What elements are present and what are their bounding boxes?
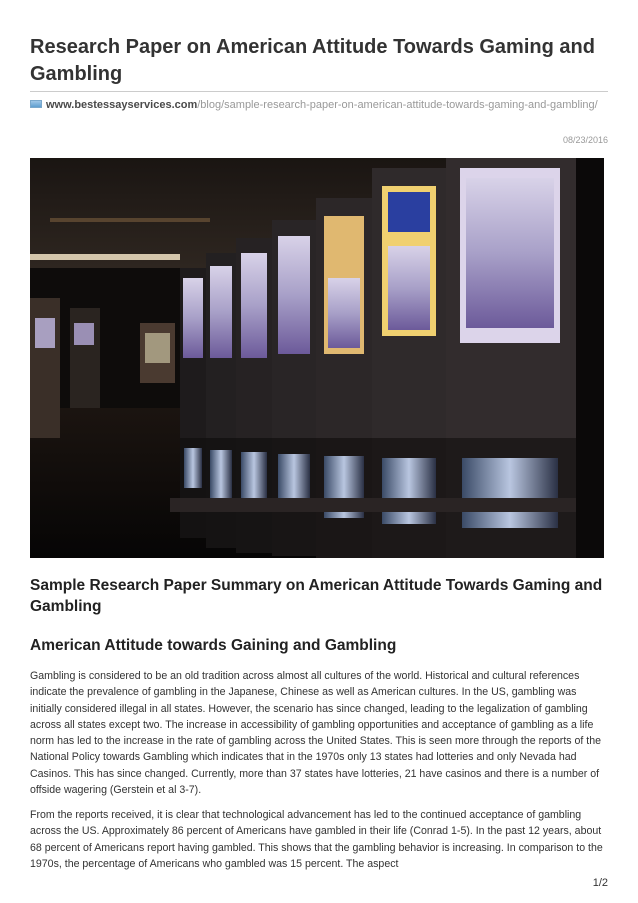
body-paragraph-1: Gambling is considered to be an old tradition across almost all cultures of the world. Historical and cultural references indicate the prevalence of gambling in the Japanese, Chinese as well as American cultures. In the US, gambling was initially considered illegal in all states. However, the scenario has since changed, leading to the legalization of gambling across all states except two. The increase in accessibility of gambling opportunities and acceptance of gambling as a life norm has led to the increase in the rate of gambling across the United States. This is seen more through the reports of the National Policy towards Gambling which indicates that in the 1970s only 13 states had lotteries and only Nevada had Casinos. This has since changed. Currently, more than 37 states have lotteries, 21 have casinos and there is a number of offside wagering (Gerstein et al 3-7). xyxy=(30,670,602,797)
publish-date: 08/23/2016 xyxy=(562,135,608,145)
section-heading: American Attitude towards Gaining and Gambling xyxy=(30,637,397,654)
source-domain[interactable]: www.bestessayservices.com xyxy=(46,99,198,111)
document-page xyxy=(30,0,608,903)
summary-heading: Sample Research Paper Summary on American Attitude Towards Gaming and Gambling xyxy=(30,577,603,615)
source-path[interactable]: /blog/sample-research-paper-on-american-attitude-towards-gaming-and-gambling/ xyxy=(197,99,598,111)
page-number: 1/2 xyxy=(592,877,608,889)
source-url[interactable] xyxy=(30,98,608,113)
casino-slot-machines-photo xyxy=(30,158,604,558)
link-flag-icon xyxy=(30,100,42,108)
body-paragraph-2: From the reports received, it is clear that technological advancement has led to the continued acceptance of gambling across the US. Approximately 86 percent of Americans have gambled in their life (Conrad 1-5). In the past 12 years, about 68 percent of Americans report having gambled. This shows that the gambling behavior is increasing. In comparison to the 1970s, the percentage of Americans who gambled was 15 percent. The aspect xyxy=(30,809,603,870)
title-divider xyxy=(30,91,608,92)
document-title: Research Paper on American Attitude Towards Gaming and Gambling xyxy=(30,36,595,85)
